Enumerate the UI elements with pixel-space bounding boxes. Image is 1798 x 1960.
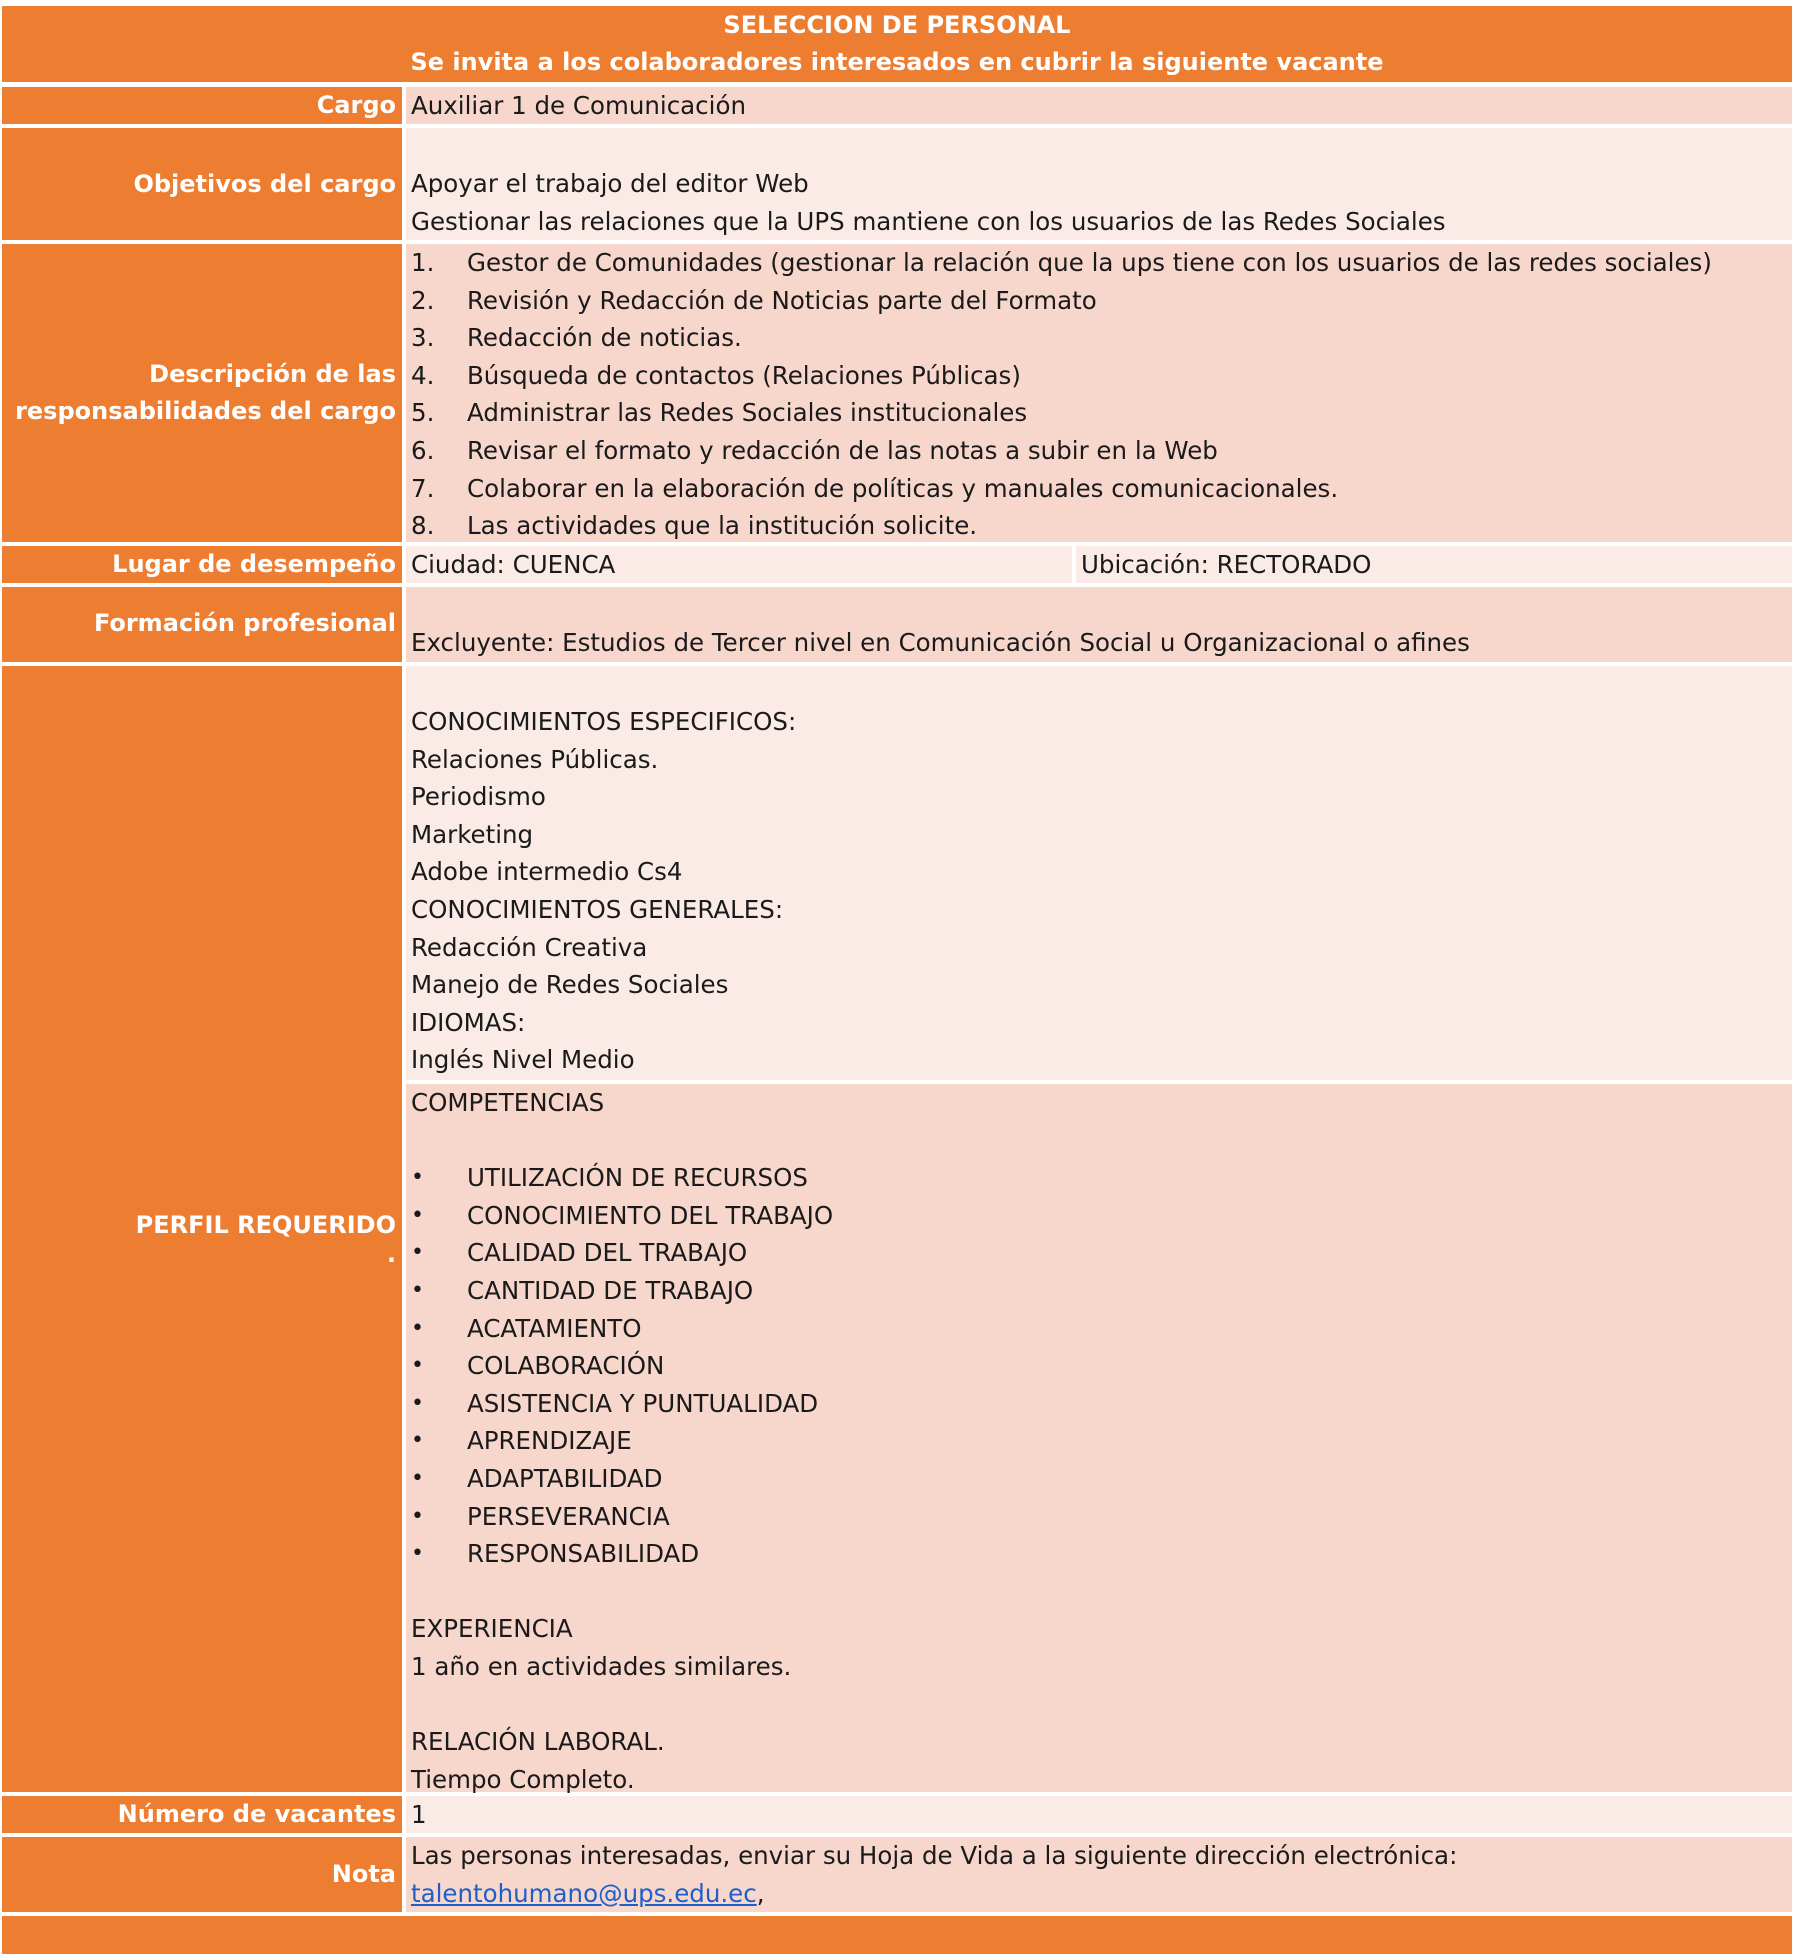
experiencia-value: 1 año en actividades similares.: [411, 1651, 792, 1681]
list-item: • ACATAMIENTO: [411, 1313, 642, 1343]
perfil-label: [2, 666, 402, 1792]
responsabilidades-list: [406, 244, 1792, 542]
lugar-ubicacion: Ubicación: RECTORADO: [1076, 546, 1792, 583]
header-title: SELECCION DE PERSONAL: [723, 11, 1071, 39]
relacion-value: Tiempo Completo.: [411, 1764, 635, 1794]
list-item: • UTILIZACIÓN DE RECURSOS: [411, 1163, 808, 1193]
vacantes-label: Número de vacantes: [2, 1796, 402, 1833]
lugar-label: Lugar de desempeño: [2, 546, 402, 583]
responsabilidades-label-line1: Descripción de las: [149, 360, 396, 388]
conocimientos-line: Marketing: [411, 819, 534, 849]
list-item: • CALIDAD DEL TRABAJO: [411, 1238, 748, 1268]
lugar-ciudad: Ciudad: CUENCA: [406, 546, 1072, 583]
list-item: 6. Revisar el formato y redacción de las notas a subir en la Web: [411, 435, 1218, 465]
responsabilidades-label-line2: responsabilidades del cargo: [15, 397, 396, 425]
list-item: • RESPONSABILIDAD: [411, 1539, 700, 1569]
conocimientos-line: IDIOMAS:: [411, 1007, 526, 1037]
perfil-label-dot: .: [386, 1239, 396, 1268]
list-item: • APRENDIZAJE: [411, 1426, 632, 1456]
cargo-label: Cargo: [2, 87, 402, 124]
relacion-title: RELACIÓN LABORAL.: [411, 1727, 665, 1757]
conocimientos-line: Periodismo: [411, 782, 546, 812]
objetivos-value: [406, 128, 1792, 240]
list-item: 1. Gestor de Comunidades (gestionar la relación que la ups tiene con los usuarios de las redes sociales): [411, 248, 1712, 277]
responsabilidades-label: [2, 244, 402, 542]
nota-line1: Las personas interesadas, enviar su Hoja de Vida a la siguiente dirección electrónica: talentohumano@ups.edu.ec,: [411, 1841, 1458, 1908]
nota-value: [406, 1837, 1792, 1912]
list-item: 7. Colaborar en la elaboración de políticas y manuales comunicacionales.: [411, 473, 1339, 503]
conocimientos-line: Redacción Creativa: [411, 932, 648, 962]
list-item: 8. Las actividades que la institución solicite.: [411, 511, 978, 541]
objetivos-label: Objetivos del cargo: [2, 128, 402, 240]
header-subtitle: Se invita a los colaboradores interesados en cubrir la siguiente vacante: [410, 48, 1384, 76]
formacion-label: [2, 587, 402, 662]
list-item: • ASISTENCIA Y PUNTUALIDAD: [411, 1388, 819, 1418]
formacion-value: [406, 587, 1792, 662]
conocimientos-line: Adobe intermedio Cs4: [411, 857, 683, 887]
conocimientos-line: Relaciones Públicas.: [411, 744, 659, 774]
experiencia-title: EXPERIENCIA: [411, 1614, 573, 1644]
vacantes-value: 1: [406, 1796, 1792, 1833]
list-item: 5. Administrar las Redes Sociales institucionales: [411, 398, 1028, 428]
perfil-label-text: PERFIL REQUERIDO: [135, 1210, 396, 1239]
cargo-value: Auxiliar 1 de Comunicación: [406, 87, 1792, 124]
header-banner: [2, 6, 1792, 82]
email-link[interactable]: talentohumano@ups.edu.ec: [411, 1878, 757, 1908]
nota-label: Nota: [2, 1837, 402, 1912]
objetivo-line: Gestionar las relaciones que la UPS mantiene con los usuarios de las Redes Sociales: [411, 206, 1446, 236]
conocimientos-block: [406, 666, 1792, 1080]
list-item: • CONOCIMIENTO DEL TRABAJO: [411, 1200, 834, 1230]
competencias-title: COMPETENCIAS: [411, 1088, 605, 1117]
conocimientos-line: CONOCIMIENTOS GENERALES:: [411, 894, 784, 924]
conocimientos-line: CONOCIMIENTOS ESPECIFICOS:: [411, 707, 797, 736]
list-item: 4. Búsqueda de contactos (Relaciones Públicas): [411, 360, 1021, 390]
list-item: • ADAPTABILIDAD: [411, 1463, 663, 1493]
objetivo-line: Apoyar el trabajo del editor Web: [411, 169, 809, 198]
list-item: 3. Redacción de noticias.: [411, 323, 742, 353]
formacion-label-text: Formación profesional: [93, 609, 396, 637]
list-item: • COLABORACIÓN: [411, 1351, 665, 1381]
competencias-block: [406, 1084, 1792, 1792]
footer-bar: [2, 1916, 1792, 1954]
list-item: • CANTIDAD DE TRABAJO: [411, 1275, 754, 1305]
conocimientos-line: Manejo de Redes Sociales: [411, 970, 729, 1000]
conocimientos-line: Inglés Nivel Medio: [411, 1045, 635, 1075]
formacion-text: Excluyente: Estudios de Tercer nivel en Comunicación Social u Organizacional o afines: [411, 628, 1470, 657]
list-item: • PERSEVERANCIA: [411, 1501, 670, 1531]
list-item: 2. Revisión y Redacción de Noticias parte del Formato: [411, 285, 1097, 315]
